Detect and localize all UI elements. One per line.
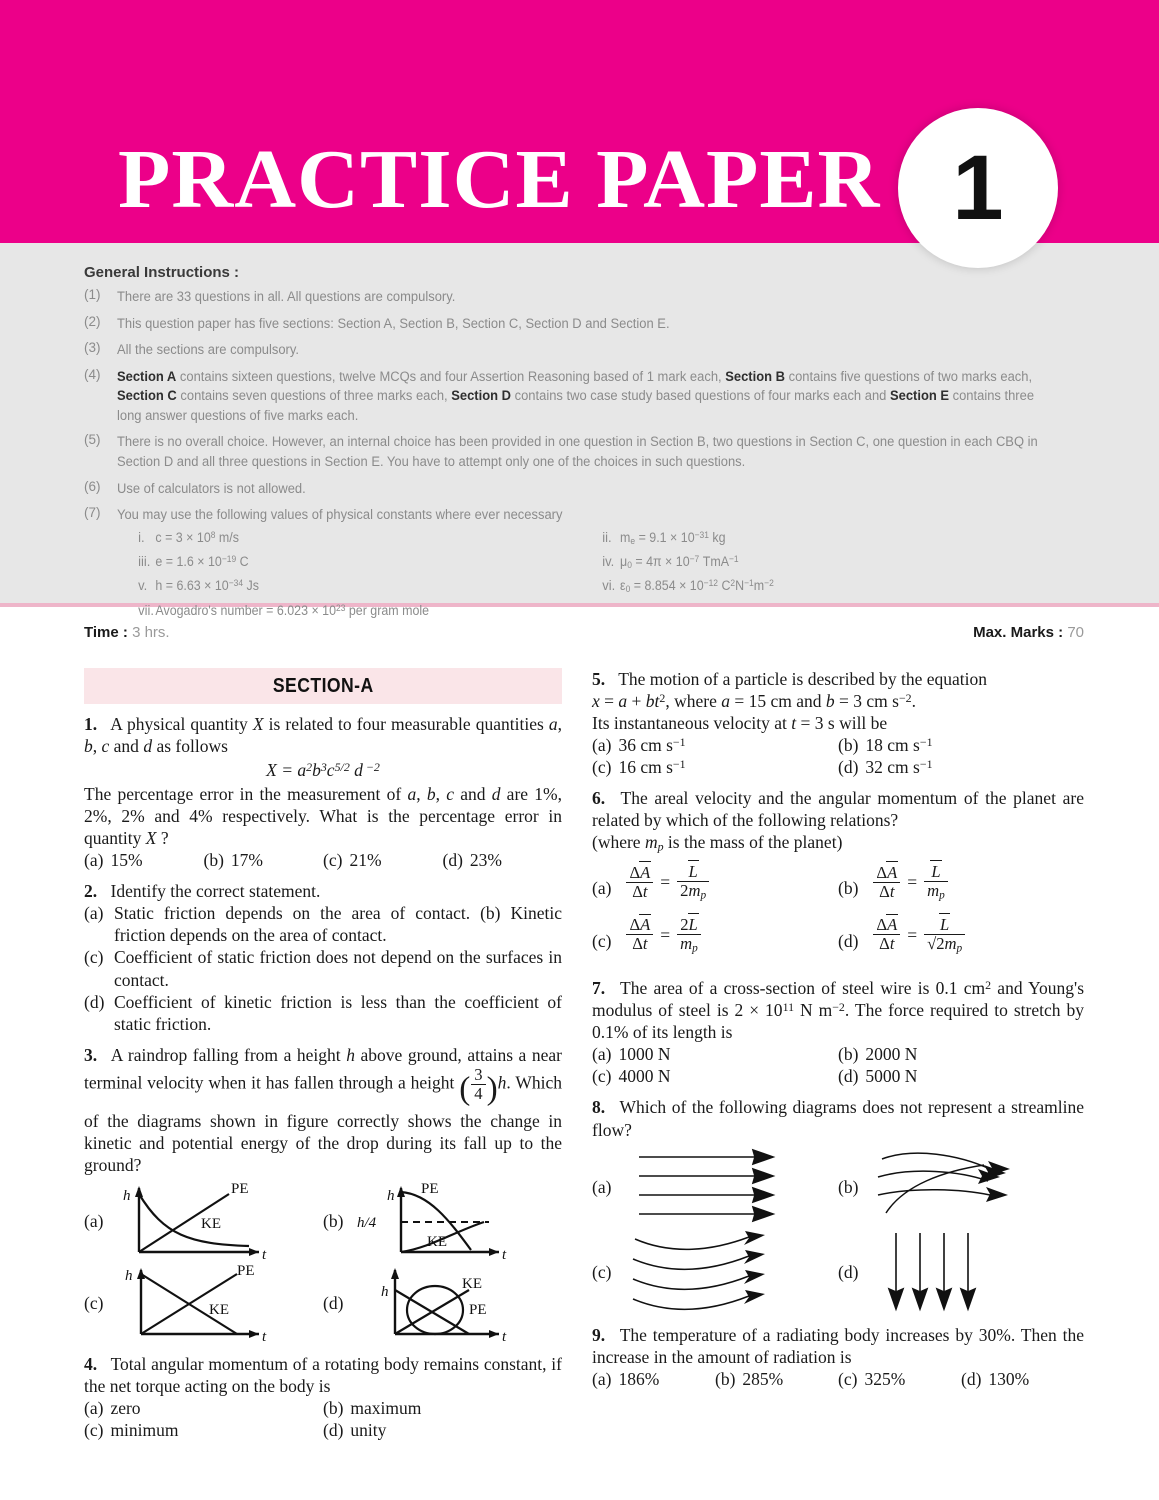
flow-diagram-d-label: (d) bbox=[838, 1261, 859, 1282]
option-b-label: (b) bbox=[203, 850, 224, 871]
fraction-denominator: 4 bbox=[471, 1084, 485, 1103]
option-d-label: (d) bbox=[84, 991, 105, 1012]
option-a[interactable] bbox=[592, 1043, 838, 1065]
question-5-stem: The motion of a particle is described by the equation bbox=[618, 669, 988, 689]
option-d-label: (d) bbox=[323, 1419, 344, 1440]
option-c-text: minimum bbox=[110, 1419, 179, 1440]
option-b-label: (b) bbox=[838, 877, 859, 898]
option-d-equation: $\frac{\Delta A}{\Delta t}$ = $\frac{L}{√2m_p}$ bbox=[872, 916, 966, 955]
question-8-number: 8. bbox=[592, 1097, 606, 1118]
question-1-number: 1. bbox=[84, 714, 98, 734]
diagram-b-y-label: h bbox=[387, 1187, 395, 1204]
diagram-c-ke-label: KE bbox=[209, 1301, 230, 1318]
diagram-c-pe-label: PE bbox=[237, 1262, 255, 1279]
paren-open: ( bbox=[459, 1069, 471, 1107]
question-4-text bbox=[84, 1353, 562, 1397]
question-5 bbox=[592, 668, 1084, 778]
option-a-equation: $\frac{\Delta A}{\Delta t}$ = $\frac{L}{2m_p}$ bbox=[625, 863, 710, 902]
constant-roman: ii. bbox=[602, 529, 612, 545]
flow-diagram-b-label: (b) bbox=[838, 1176, 859, 1197]
option-a-label: (a) bbox=[592, 1044, 612, 1065]
option-b-text: 285% bbox=[742, 1368, 784, 1389]
question-1-text-2: The percentage error in the measurement of a, b, c and d are 1%, 2%, 2% and 4% respectively. What is the percentage error in quantity X ? bbox=[84, 784, 562, 849]
exam-meta-row bbox=[84, 624, 1084, 641]
option-d[interactable] bbox=[838, 756, 1084, 778]
question-7-options bbox=[592, 1043, 1084, 1087]
instruction-number: (7) bbox=[84, 505, 101, 521]
question-2-number: 2. bbox=[84, 881, 98, 902]
question-3 bbox=[84, 1044, 562, 1344]
question-5-text-2: Its instantaneous velocity at t = 3 s will be bbox=[592, 713, 888, 734]
instruction-text: Use of calculators is not allowed. bbox=[117, 480, 306, 496]
question-1-options bbox=[84, 849, 562, 871]
option-d[interactable] bbox=[961, 1368, 1084, 1390]
option-d-label: (d) bbox=[838, 757, 859, 778]
option-b-text: 2000 N bbox=[865, 1044, 918, 1065]
time-label: Time : bbox=[84, 624, 128, 641]
instruction-text: All the sections are compulsory. bbox=[117, 342, 300, 358]
option-d[interactable] bbox=[838, 916, 1084, 955]
option-c[interactable] bbox=[323, 849, 443, 871]
option-c[interactable] bbox=[84, 1419, 323, 1441]
diagram-b-x-label: t bbox=[502, 1246, 507, 1262]
option-a-label: (a) bbox=[84, 903, 104, 924]
option-c-equation: $\frac{\Delta A}{\Delta t}$ = $\frac{2L}{m_p}$ bbox=[625, 916, 701, 955]
diagram-d-ke-label: KE bbox=[462, 1275, 483, 1292]
question-4 bbox=[84, 1353, 562, 1441]
diagram-c-label: (c) bbox=[84, 1292, 104, 1313]
question-3-number: 3. bbox=[84, 1044, 98, 1065]
diagram-a-graph bbox=[109, 1180, 284, 1262]
option-b-text: maximum bbox=[350, 1397, 422, 1418]
option-c[interactable] bbox=[592, 756, 838, 778]
diagram-a-label: (a) bbox=[84, 1210, 104, 1231]
option-d-text: unity bbox=[350, 1419, 387, 1440]
diagram-a bbox=[84, 1180, 323, 1262]
option-d-label: (d) bbox=[961, 1368, 982, 1389]
constant-value: $c = 3 \times 10^8$ m/s bbox=[155, 529, 239, 545]
diagram-a-x-label: t bbox=[262, 1246, 267, 1262]
flow-diagram-b bbox=[838, 1147, 1084, 1227]
paper-number-label: 1 bbox=[952, 137, 1004, 239]
question-9-options bbox=[592, 1368, 1084, 1390]
option-a-text: Static friction depends on the area of contact. (b) Kinetic friction depends on the area of contact. bbox=[114, 903, 562, 946]
instruction-item bbox=[84, 314, 1084, 334]
diagram-b bbox=[323, 1180, 562, 1262]
diagram-b-pe-label: PE bbox=[421, 1180, 439, 1197]
instruction-item bbox=[84, 287, 1084, 307]
option-d-label: (d) bbox=[838, 930, 859, 951]
option-b-label: (b) bbox=[323, 1397, 344, 1418]
constant-roman: vii. bbox=[138, 602, 154, 618]
option-b[interactable] bbox=[838, 734, 1084, 756]
instruction-number: (3) bbox=[84, 340, 101, 356]
question-5-number: 5. bbox=[592, 669, 606, 689]
question-9-text bbox=[592, 1324, 1084, 1368]
diagram-a-y-label: h bbox=[123, 1187, 131, 1204]
instruction-text: There is no overall choice. However, an internal choice has been provided in one question in Section B, two questions in Section C, one question in each CBQ in Section D and all three questions in Section E. You have to attempt only one of the choices in such questions. bbox=[117, 434, 1038, 469]
option-a-label: (a) bbox=[592, 877, 612, 898]
instruction-item bbox=[84, 479, 1084, 499]
question-1 bbox=[84, 713, 562, 871]
diagram-a-ke-label: KE bbox=[201, 1215, 222, 1232]
option-b[interactable] bbox=[838, 863, 1084, 902]
question-8-stem: Which of the following diagrams does not represent a streamline flow? bbox=[592, 1097, 1085, 1140]
constant-item bbox=[581, 576, 1045, 596]
diagram-c-x-label: t bbox=[262, 1328, 267, 1344]
section-a-title: SECTION-A bbox=[272, 674, 374, 697]
option-c-label: (c) bbox=[84, 1419, 104, 1440]
question-7 bbox=[592, 977, 1084, 1087]
option-a[interactable] bbox=[84, 849, 204, 871]
question-1-formula: $X = a^2b^3c^{5/2}$ d $^{-2}$ bbox=[266, 759, 380, 781]
constant-item bbox=[581, 552, 1045, 572]
diagram-c-y-label: h bbox=[125, 1267, 133, 1284]
right-column bbox=[592, 668, 1084, 1399]
general-instructions-block bbox=[0, 243, 1159, 618]
instruction-number: (2) bbox=[84, 313, 101, 329]
diagram-d-graph bbox=[349, 1262, 524, 1344]
question-9-stem: The temperature of a radiating body increases by 30%. Then the increase in the amount of radiation is bbox=[592, 1324, 1084, 1367]
option-a[interactable] bbox=[592, 1368, 715, 1390]
question-6-text bbox=[592, 787, 1084, 831]
instruction-number: (5) bbox=[84, 432, 101, 448]
option-a-text: zero bbox=[110, 1397, 141, 1418]
diagram-b-ke-label: KE bbox=[427, 1233, 448, 1250]
question-2 bbox=[84, 880, 562, 1034]
option-b-label: (b) bbox=[838, 1044, 859, 1065]
option-b[interactable] bbox=[204, 849, 324, 871]
constant-roman: vi. bbox=[602, 578, 616, 594]
instruction-number: (1) bbox=[84, 287, 101, 302]
instructions-list bbox=[84, 287, 1084, 631]
marks-label: Max. Marks : bbox=[973, 624, 1064, 641]
instruction-item bbox=[84, 367, 1084, 426]
diagram-d bbox=[323, 1262, 562, 1344]
diagram-d-label: (d) bbox=[323, 1292, 344, 1313]
question-5-text bbox=[592, 668, 1084, 690]
flow-diagram-d bbox=[838, 1229, 1084, 1315]
diagram-b-graph bbox=[349, 1180, 524, 1262]
question-5-equation: $x = a + bt^2$, where a = 15 cm and b = 3 cm $s^{-2}$. bbox=[592, 690, 916, 712]
three-quarters-fraction bbox=[471, 1066, 485, 1103]
instruction-text bbox=[117, 505, 1045, 624]
question-2-stem: Identify the correct statement. bbox=[110, 881, 321, 902]
option-c[interactable] bbox=[592, 1065, 838, 1087]
option-c[interactable] bbox=[84, 946, 562, 990]
question-7-text: 7. The area of a cross-section of steel wire is 0.1 $cm^2$ and Young's modulus of steel is $2 \times 10^{11}$ N $m^{-2}$. The force required to stretch by 0.1% of its length is bbox=[592, 977, 1084, 1043]
option-c-label: (c) bbox=[592, 930, 612, 951]
constant-item bbox=[117, 576, 581, 596]
diagram-b-y-label-2: h/4 bbox=[357, 1214, 377, 1231]
constant-roman: i. bbox=[138, 529, 145, 545]
flow-diagram-c bbox=[592, 1229, 838, 1315]
option-b-label: (b) bbox=[838, 735, 859, 756]
question-4-options bbox=[84, 1397, 562, 1441]
flow-diagram-a bbox=[592, 1147, 838, 1227]
question-8-diagrams-row-1 bbox=[592, 1147, 1084, 1227]
instruction-text-lead: You may use the following values of physical constants where ever necessary bbox=[117, 507, 563, 523]
option-b[interactable] bbox=[323, 1397, 562, 1419]
flow-diagram-c-label: (c) bbox=[592, 1261, 612, 1282]
question-6-text-2: (where $m_p$ is the mass of the planet) bbox=[592, 832, 843, 854]
constant-roman: iii. bbox=[138, 553, 151, 569]
question-5-options bbox=[592, 734, 1084, 778]
question-9 bbox=[592, 1324, 1084, 1390]
time-allowed bbox=[84, 624, 170, 641]
time-value: 3 hrs. bbox=[132, 624, 170, 641]
option-c-label: (c) bbox=[592, 757, 612, 778]
constant-item bbox=[581, 528, 1045, 548]
question-6-options bbox=[592, 863, 1084, 968]
diagram-a-pe-label: PE bbox=[231, 1180, 249, 1197]
option-a-label: (a) bbox=[592, 735, 612, 756]
instruction-item bbox=[84, 340, 1084, 360]
constant-roman: v. bbox=[138, 578, 148, 594]
option-a-text: 36 cm $s^{-1}$ bbox=[618, 734, 686, 756]
option-c-text: 21% bbox=[349, 850, 382, 871]
diagram-c bbox=[84, 1262, 323, 1344]
option-d-label: (d) bbox=[442, 850, 463, 871]
constant-item bbox=[117, 552, 581, 572]
question-7-number: 7. bbox=[592, 978, 606, 999]
option-b-text: 17% bbox=[230, 850, 263, 871]
section-a-header bbox=[84, 668, 562, 704]
paper-number-badge bbox=[898, 108, 1058, 268]
instruction-item bbox=[84, 505, 1084, 624]
diagram-d-x-label: t bbox=[502, 1328, 507, 1344]
question-6-number: 6. bbox=[592, 788, 606, 809]
constant-roman: iv. bbox=[602, 553, 615, 569]
option-c-text: 16 cm $s^{-1}$ bbox=[618, 756, 686, 778]
option-a[interactable] bbox=[84, 902, 562, 946]
flow-diagram-b-arrows bbox=[864, 1147, 1044, 1227]
option-d[interactable] bbox=[323, 1419, 562, 1441]
option-c-label: (c) bbox=[838, 1368, 858, 1389]
option-b[interactable] bbox=[715, 1368, 838, 1390]
option-d-text: 5000 N bbox=[865, 1066, 918, 1087]
question-6-stem: The areal velocity and the angular momentum of the planet are related by which of the following relations? bbox=[592, 788, 1085, 831]
flow-diagram-a-label: (a) bbox=[592, 1176, 612, 1197]
left-column bbox=[84, 668, 562, 1450]
paren-close: ) bbox=[486, 1069, 498, 1107]
question-3-diagrams-row-2 bbox=[84, 1262, 562, 1344]
page-title: PRACTICE PAPER bbox=[118, 133, 881, 226]
question-1-text: 1. A physical quantity X is related to four measurable quantities a, b, c and d as follows bbox=[84, 714, 562, 757]
instruction-item bbox=[84, 432, 1084, 471]
question-2-text bbox=[84, 880, 562, 902]
option-c-label: (c) bbox=[84, 947, 104, 968]
option-c-text: 4000 N bbox=[618, 1066, 671, 1087]
constant-value: $\mu_0 = 4\pi \times 10^{-7}$ TmA$^{-1}$ bbox=[619, 553, 739, 570]
option-c[interactable] bbox=[838, 1368, 961, 1390]
option-b[interactable] bbox=[838, 1043, 1084, 1065]
constant-value: $e = 1.6 \times 10^{-19}$ C bbox=[155, 553, 249, 569]
option-a[interactable] bbox=[84, 1397, 323, 1419]
option-b-text: 18 cm $s^{-1}$ bbox=[865, 734, 933, 756]
question-3-text: 3. A raindrop falling from a height h above ground, attains a near terminal velocity when it has fallen through a height ( $\frac{3}{4}$ )h. Which of the diagrams shown in figure correctly shows the change in kinetic and potential energy of the drop during its fall up to the ground? bbox=[84, 1044, 562, 1175]
constant-value: $h = 6.63 \times 10^{-34}$ Js bbox=[155, 578, 259, 594]
instruction-text: There are 33 questions in all. All questions are compulsory. bbox=[117, 289, 456, 304]
diagram-d-y-label: h bbox=[381, 1283, 389, 1300]
option-a-label: (a) bbox=[84, 1397, 104, 1418]
option-c[interactable] bbox=[592, 916, 838, 955]
diagram-c-graph bbox=[109, 1262, 284, 1344]
option-c-text: Coefficient of static friction does not depend on the surfaces in contact. bbox=[114, 947, 562, 990]
option-a-label: (a) bbox=[592, 1368, 612, 1389]
option-d-text: 23% bbox=[469, 850, 502, 871]
constant-item bbox=[117, 601, 1045, 621]
option-a-text: 15% bbox=[110, 850, 143, 871]
diagram-d-pe-label: PE bbox=[469, 1301, 487, 1318]
constant-value: $m_e = 9.1 \times 10^{-31}$ kg bbox=[619, 529, 726, 546]
instruction-number: (4) bbox=[84, 366, 101, 382]
option-a-text: 1000 N bbox=[618, 1044, 671, 1065]
question-4-number: 4. bbox=[84, 1353, 98, 1374]
fraction-numerator: 3 bbox=[474, 1064, 483, 1084]
option-d[interactable] bbox=[84, 991, 562, 1035]
instruction-text: Section A contains sixteen questions, twelve MCQs and four Assertion Reasoning based of 1 mark each, Section B contains five questions of two marks each, Section C contains seven questions of three marks each, Section D contains two case study based questions of four marks each and Section E contains three long answer questions of five marks each. bbox=[117, 368, 1035, 423]
question-3-diagrams-row-1 bbox=[84, 1180, 562, 1262]
question-2-options bbox=[84, 902, 562, 1034]
question-4-stem: Total angular momentum of a rotating body remains constant, if the net torque acting on the body is bbox=[84, 1353, 562, 1396]
option-b-equation: $\frac{\Delta A}{\Delta t}$ = $\frac{L}{m_p}$ bbox=[872, 863, 948, 902]
flow-diagram-d-arrows bbox=[864, 1229, 1044, 1315]
question-6 bbox=[592, 787, 1084, 968]
constant-value: $\varepsilon_0 = 8.854 \times 10^{-12}$ $C^2N^{-1}m^{-2}$ bbox=[619, 578, 774, 595]
instruction-number: (6) bbox=[84, 478, 101, 494]
option-c-label: (c) bbox=[323, 850, 343, 871]
instructions-heading: General Instructions : bbox=[84, 264, 240, 281]
option-d-label: (d) bbox=[838, 1066, 859, 1087]
option-a-label: (a) bbox=[84, 850, 104, 871]
marks-value: 70 bbox=[1067, 624, 1084, 641]
physical-constants-list bbox=[117, 528, 1045, 625]
question-8 bbox=[592, 1096, 1084, 1314]
option-d[interactable] bbox=[838, 1065, 1084, 1087]
instruction-text: This question paper has five sections: Section A, Section B, Section C, Section D and Section E. bbox=[117, 315, 670, 331]
flow-diagram-c-arrows bbox=[617, 1229, 797, 1315]
option-c-text: 325% bbox=[864, 1368, 906, 1389]
option-d-text: Coefficient of kinetic friction is less than the coefficient of static friction. bbox=[114, 991, 562, 1034]
option-c-label: (c) bbox=[592, 1066, 612, 1087]
option-d[interactable] bbox=[443, 849, 563, 871]
constant-value: Avogadro's number = $6.023 \times 10^{23}$ per gram mole bbox=[155, 602, 430, 618]
flow-diagram-a-arrows bbox=[617, 1147, 797, 1227]
question-8-diagrams-row-2 bbox=[592, 1229, 1084, 1315]
option-d-text: 130% bbox=[988, 1368, 1030, 1389]
constant-item bbox=[117, 528, 581, 548]
diagram-b-label: (b) bbox=[323, 1210, 344, 1231]
option-a-text: 186% bbox=[618, 1368, 660, 1389]
question-9-number: 9. bbox=[592, 1324, 606, 1345]
question-8-text bbox=[592, 1096, 1084, 1140]
option-d-text: 32 cm $s^{-1}$ bbox=[865, 756, 933, 778]
option-b-label: (b) bbox=[715, 1368, 736, 1389]
option-a[interactable] bbox=[592, 734, 838, 756]
option-a[interactable] bbox=[592, 863, 838, 902]
max-marks bbox=[973, 624, 1084, 641]
